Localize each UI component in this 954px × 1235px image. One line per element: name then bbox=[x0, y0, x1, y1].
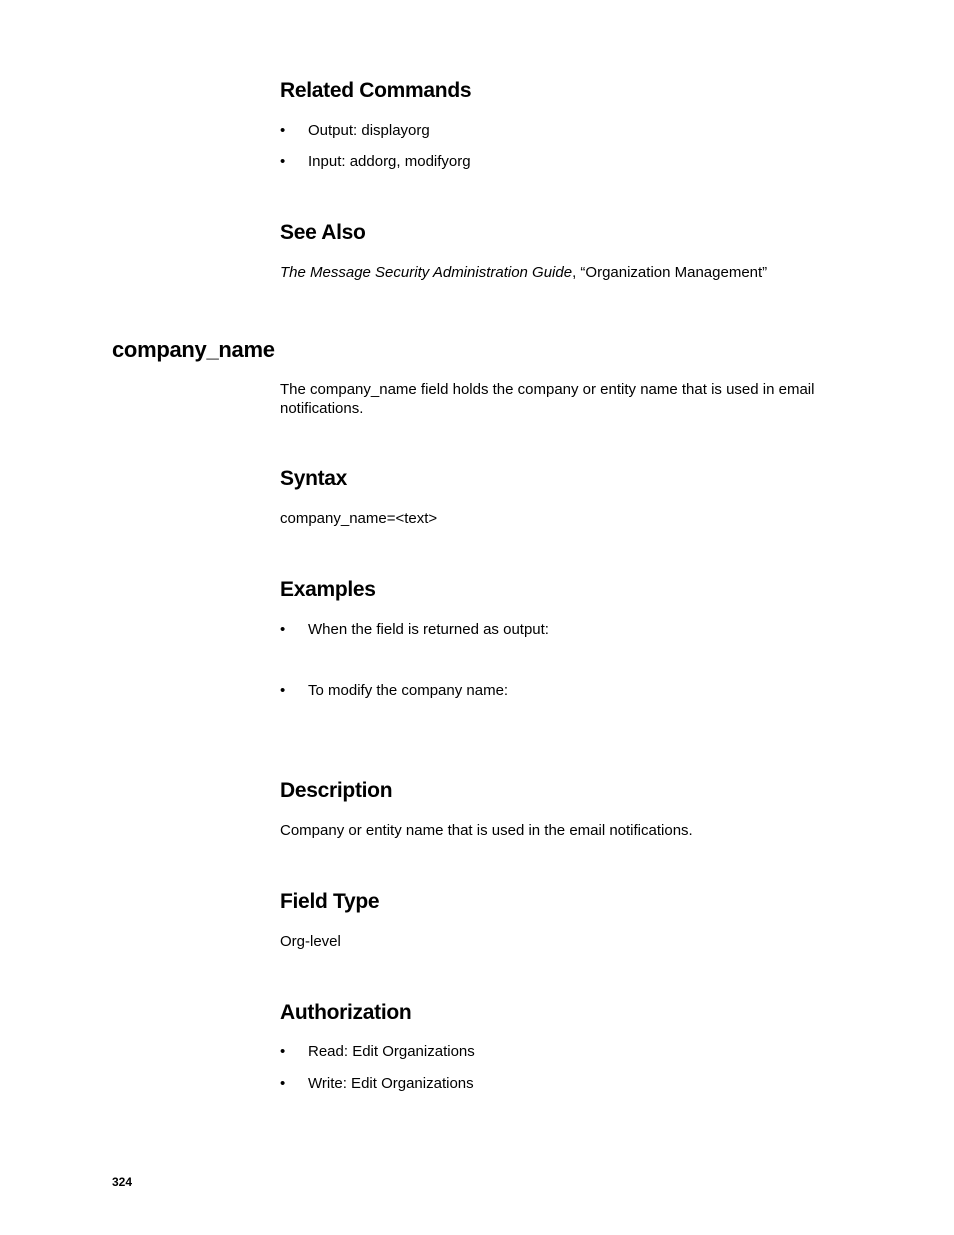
field-type-heading: Field Type bbox=[280, 890, 380, 913]
section-intro: The company_name field holds the company or entity name that is used in email notifications. bbox=[280, 381, 815, 417]
example-modify: To modify the company name: bbox=[308, 682, 509, 699]
related-command-input: Input: addorg, modifyorg bbox=[308, 153, 471, 170]
bullet: • bbox=[280, 122, 286, 139]
syntax-text: company_name=<text> bbox=[280, 510, 438, 527]
section-title: company_name bbox=[112, 337, 275, 362]
examples-heading: Examples bbox=[280, 578, 376, 601]
description-heading: Description bbox=[280, 779, 393, 802]
related-command-output: Output: displayorg bbox=[308, 122, 430, 139]
syntax-heading: Syntax bbox=[280, 467, 348, 490]
authorization-heading: Authorization bbox=[280, 1001, 412, 1024]
related-commands-heading: Related Commands bbox=[280, 79, 472, 102]
example-output: When the field is returned as output: bbox=[308, 621, 549, 638]
page-number: 324 bbox=[112, 1175, 133, 1189]
bullet: • bbox=[280, 153, 286, 170]
field-type-text: Org-level bbox=[280, 933, 341, 950]
bullet: • bbox=[280, 1075, 286, 1092]
description-text: Company or entity name that is used in the email notifications. bbox=[280, 822, 693, 839]
see-also-reference bbox=[280, 263, 767, 282]
see-also-heading: See Also bbox=[280, 221, 366, 244]
guide-chapter: , “Organization Management” bbox=[572, 264, 768, 281]
bullet: • bbox=[280, 682, 286, 699]
authorization-write: Write: Edit Organizations bbox=[308, 1075, 474, 1092]
authorization-read: Read: Edit Organizations bbox=[308, 1043, 475, 1060]
bullet: • bbox=[280, 621, 286, 638]
bullet: • bbox=[280, 1043, 286, 1060]
guide-title: The Message Security Administration Guide bbox=[280, 264, 573, 281]
